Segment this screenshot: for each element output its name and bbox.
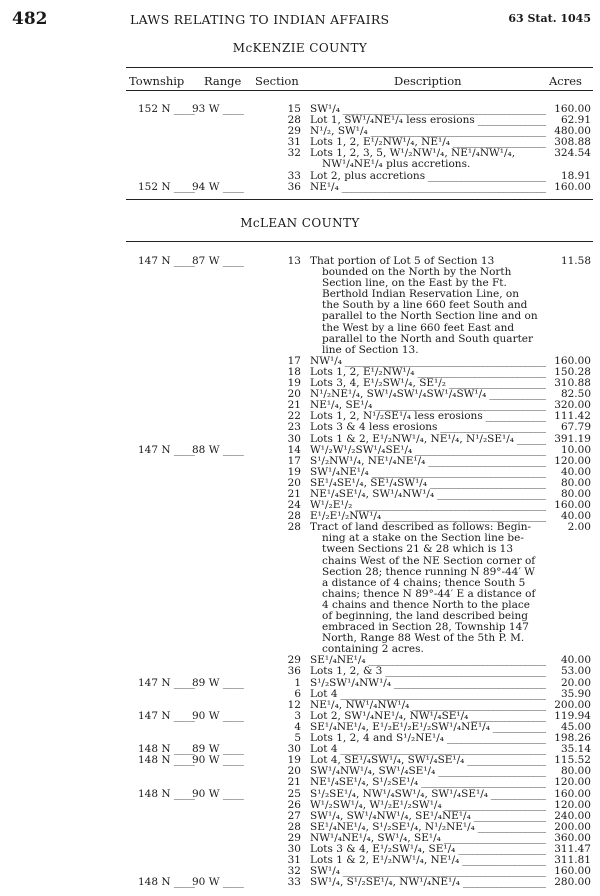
description-continuation: a distance of 4 chains; thence South 5 bbox=[322, 576, 526, 589]
description-cell: Lot 4 _____ bbox=[310, 689, 546, 700]
description-cell: NW¹/₄NE¹/₄, SW¹/₄, SE¹/₄ _____ bbox=[310, 833, 546, 844]
section-cell: 19 bbox=[287, 377, 301, 390]
acres-cell: 2.00 bbox=[567, 521, 591, 534]
description-cell: SW¹/₄NW¹/₄, SW¹/₄SE¹/₄ _____ bbox=[310, 766, 546, 777]
section-cell: 19 bbox=[287, 754, 301, 767]
table-row bbox=[0, 159, 600, 170]
header-bottom-rule bbox=[126, 90, 593, 91]
description-cell: Lots 3 & 4 less erosions _____ bbox=[310, 422, 546, 433]
section-cell: 23 bbox=[287, 421, 301, 434]
acres-cell: 82.50 bbox=[560, 388, 591, 401]
acres-cell: 40.00 bbox=[560, 654, 591, 667]
column-header-township: Township bbox=[129, 74, 185, 88]
section-cell: 4 bbox=[294, 720, 301, 733]
section-cell: 29 bbox=[287, 125, 301, 138]
range-cell: 89 W ____ bbox=[192, 676, 244, 689]
description-continuation: ning at a stake on the Section line be- bbox=[322, 532, 524, 545]
section-cell: 29 bbox=[287, 654, 301, 667]
table-row bbox=[0, 434, 600, 445]
description-continuation: of beginning, the land described being bbox=[322, 610, 528, 622]
section-cell: 19 bbox=[287, 465, 301, 478]
description-continuation: embraced in Section 28, Township 147 bbox=[322, 621, 529, 634]
acres-cell: 160.00 bbox=[554, 499, 591, 512]
description-cell: W¹/₂W¹/₂SW¹/₄SE¹/₄ _____ bbox=[310, 445, 546, 456]
township-cell: 147 N ____ bbox=[138, 676, 195, 689]
section-cell: 32 bbox=[287, 865, 301, 878]
section-cell: 17 bbox=[287, 454, 301, 467]
section-cell: 17 bbox=[287, 354, 301, 367]
table-row bbox=[0, 171, 600, 182]
township-cell: 148 N ____ bbox=[138, 743, 195, 756]
description-continuation: NW¹/₄NE¹/₄ plus accretions. bbox=[322, 158, 471, 171]
acres-cell: 20.00 bbox=[560, 676, 591, 689]
acres-cell: 67.79 bbox=[560, 421, 591, 434]
section-cell: 25 bbox=[287, 787, 301, 800]
table-row bbox=[0, 182, 600, 193]
acres-cell: 280.00 bbox=[554, 876, 591, 889]
section-cell: 24 bbox=[287, 499, 301, 512]
township-cell: 148 N ____ bbox=[138, 754, 195, 767]
table-row bbox=[0, 666, 600, 677]
acres-cell: 40.00 bbox=[560, 510, 591, 523]
mckenzie-end-rule bbox=[126, 199, 593, 200]
section-cell: 28 bbox=[287, 820, 301, 833]
acres-cell: 320.00 bbox=[554, 399, 591, 412]
description-cell: W¹/₂SW¹/₄, W¹/₂E¹/₂SW¹/₄ _____ bbox=[310, 800, 546, 811]
description-continuation: parallel to the North and South quarter bbox=[322, 332, 534, 345]
section-cell: 20 bbox=[287, 765, 301, 778]
description-cell: Lots 1, 2, 4 and S¹/₂NE¹/₄ _____ bbox=[310, 733, 546, 744]
acres-cell: 160.00 bbox=[554, 354, 591, 367]
acres-cell: 62.91 bbox=[560, 114, 591, 127]
description-continuation: North, Range 88 West of the 5th P. M. bbox=[322, 632, 525, 645]
running-title: LAWS RELATING TO INDIAN AFFAIRS bbox=[130, 12, 390, 27]
description-continuation: tween Sections 21 & 28 which is 13 bbox=[322, 543, 514, 556]
description-continuation: parallel to the North Section line and on bbox=[322, 310, 538, 323]
acres-cell: 120.00 bbox=[554, 454, 591, 467]
description-cell: SW¹/₄NE¹/₄ _____ bbox=[310, 467, 546, 478]
section-cell: 30 bbox=[287, 842, 301, 855]
table-row bbox=[0, 789, 600, 800]
section-cell: 12 bbox=[287, 698, 301, 711]
description-cell: Lot 2, plus accretions _____ bbox=[310, 171, 546, 182]
description-cell: That portion of Lot 5 of Section 13 bbox=[310, 256, 495, 267]
description-continuation: Berthold Indian Reservation Line, on bbox=[322, 288, 520, 301]
mclean-top-rule bbox=[126, 241, 593, 242]
section-cell: 20 bbox=[287, 476, 301, 489]
section-cell: 5 bbox=[294, 732, 301, 745]
range-cell: 90 W ____ bbox=[192, 709, 244, 722]
section-cell: 36 bbox=[287, 180, 301, 193]
township-cell: 148 N ____ bbox=[138, 876, 195, 889]
table-row bbox=[0, 544, 600, 555]
table-row bbox=[0, 633, 600, 644]
acres-cell: 40.00 bbox=[560, 465, 591, 478]
mckenzie-county-heading: McKENZIE COUNTY bbox=[232, 41, 368, 55]
description-cell: Lots 3, 4, E¹/₂SW¹/₄, SE¹/₂ _____ bbox=[310, 378, 546, 389]
acres-cell: 324.54 bbox=[554, 147, 591, 160]
acres-cell: 360.00 bbox=[554, 831, 591, 844]
range-cell: 89 W ____ bbox=[192, 743, 244, 756]
acres-cell: 80.00 bbox=[560, 476, 591, 489]
acres-cell: 200.00 bbox=[554, 820, 591, 833]
acres-cell: 35.90 bbox=[560, 687, 591, 700]
township-cell: 147 N ____ bbox=[138, 255, 195, 267]
table-row bbox=[0, 678, 600, 689]
acres-cell: 119.94 bbox=[554, 709, 591, 722]
section-cell: 21 bbox=[287, 776, 301, 789]
acres-cell: 310.88 bbox=[554, 377, 591, 390]
description-cell: SE¹/₄NE¹/₄, S¹/₂SE¹/₄, N¹/₂NE¹/₄ _____ bbox=[310, 822, 546, 833]
section-cell: 33 bbox=[287, 876, 301, 889]
table-row bbox=[0, 148, 600, 159]
acres-cell: 150.28 bbox=[554, 365, 591, 378]
section-cell: 13 bbox=[287, 255, 301, 267]
section-cell: 30 bbox=[287, 432, 301, 445]
acres-cell: 160.00 bbox=[554, 865, 591, 878]
description-cell: Lots 1, 2, N¹/₂SE¹/₄ less erosions _____ bbox=[310, 411, 546, 422]
acres-cell: 198.26 bbox=[554, 732, 591, 745]
description-cell: NW¹/₄ _____ bbox=[310, 356, 546, 367]
description-cell: S¹/₂SE¹/₄, NW¹/₄SW¹/₄, SW¹/₄SE¹/₄ _____ bbox=[310, 789, 546, 800]
description-cell: N¹/₂NE¹/₄, SW¹/₄SW¹/₄SW¹/₄SW¹/₄ _____ bbox=[310, 389, 546, 400]
description-cell: W¹/₂E¹/₂ _____ bbox=[310, 500, 546, 511]
section-cell: 15 bbox=[287, 103, 301, 115]
acres-cell: 111.42 bbox=[554, 410, 591, 423]
table-row bbox=[0, 311, 600, 322]
section-cell: 27 bbox=[287, 809, 301, 822]
description-cell: Lots 1 & 2, E¹/₂NW¹/₄, NE¹/₄, N¹/₂SE¹/₄ _____ bbox=[310, 434, 546, 445]
acres-cell: 311.47 bbox=[554, 842, 591, 855]
description-continuation: bounded on the North by the North bbox=[322, 266, 512, 279]
description-continuation: the South by a line 660 feet South and bbox=[322, 299, 528, 312]
mclean-county-heading: McLEAN COUNTY bbox=[240, 216, 360, 230]
mclean-rows bbox=[0, 256, 600, 888]
section-cell: 36 bbox=[287, 665, 301, 678]
description-continuation: Section line, on the East by the Ft. bbox=[322, 277, 507, 290]
description-cell: Lots 1, 2, & 3 _____ bbox=[310, 666, 546, 677]
section-cell: 28 bbox=[287, 521, 301, 534]
table-row bbox=[0, 777, 600, 788]
column-header-section: Section bbox=[255, 74, 299, 88]
township-cell: 148 N ____ bbox=[138, 787, 195, 800]
column-header-acres: Acres bbox=[549, 74, 582, 88]
description-cell: NE¹/₄SE¹/₄, SW¹/₄NW¹/₄ _____ bbox=[310, 489, 546, 500]
section-cell: 6 bbox=[294, 687, 301, 700]
section-cell: 33 bbox=[287, 169, 301, 182]
acres-cell: 18.91 bbox=[560, 169, 591, 182]
acres-cell: 80.00 bbox=[560, 765, 591, 778]
range-cell: 93 W ____ bbox=[192, 103, 244, 115]
section-cell: 18 bbox=[287, 365, 301, 378]
table-row bbox=[0, 877, 600, 888]
acres-cell: 160.00 bbox=[554, 180, 591, 193]
description-cell: NE¹/₄, NW¹/₄NW¹/₄ _____ bbox=[310, 700, 546, 711]
description-cell: Lot 4 _____ bbox=[310, 744, 546, 755]
description-cell: Lots 1, 2, E¹/₂NW¹/₄, NE¹/₄ _____ bbox=[310, 137, 546, 148]
section-cell: 31 bbox=[287, 854, 301, 867]
description-cell: Lots 3 & 4, E¹/₂SW¹/₄, SE¹/₄ _____ bbox=[310, 844, 546, 855]
section-cell: 1 bbox=[294, 676, 301, 689]
township-cell: 152 N ____ bbox=[138, 180, 195, 193]
description-cell: SW¹/₄ _____ bbox=[310, 104, 546, 115]
description-cell: Lots 1, 2, 3, 5, W¹/₂NW¹/₄, NE¹/₄NW¹/₄, bbox=[310, 148, 516, 160]
acres-cell: 240.00 bbox=[554, 809, 591, 822]
mckenzie-rows bbox=[0, 104, 600, 193]
range-cell: 88 W ____ bbox=[192, 443, 244, 456]
description-cell: NE¹/₄, SE¹/₄ _____ bbox=[310, 400, 546, 411]
acres-cell: 115.52 bbox=[554, 754, 591, 767]
table-top-rule bbox=[126, 67, 593, 68]
description-continuation: 4 chains and thence North to the place bbox=[322, 598, 530, 611]
description-cell: SW¹/₄, S¹/₂SE¹/₄, NW¹/₄NE¹/₄ _____ bbox=[310, 877, 546, 888]
range-cell: 94 W ____ bbox=[192, 180, 244, 193]
acres-cell: 308.88 bbox=[554, 136, 591, 149]
acres-cell: 200.00 bbox=[554, 698, 591, 711]
column-header-range: Range bbox=[204, 74, 242, 88]
acres-cell: 53.00 bbox=[560, 665, 591, 678]
description-cell: Lots 1, 2, E¹/₂NW¹/₄ _____ bbox=[310, 367, 546, 378]
section-cell: 28 bbox=[287, 510, 301, 523]
acres-cell: 120.00 bbox=[554, 776, 591, 789]
section-cell: 26 bbox=[287, 798, 301, 811]
description-cell: Lot 2, SW¹/₄NE¹/₄, NW¹/₄SE¹/₄ _____ bbox=[310, 711, 546, 722]
description-cell: NE¹/₄SE¹/₄, S¹/₂SE¹/₄ _____ bbox=[310, 777, 546, 788]
description-cell: SE¹/₄SE¹/₄, SE¹/₄SW¹/₄ _____ bbox=[310, 478, 546, 489]
description-continuation: chains; thence N 89°-44′ E a distance of bbox=[322, 587, 536, 600]
description-cell: Lot 1, SW¹/₄NE¹/₄ less erosions _____ bbox=[310, 115, 546, 126]
acres-cell: 160.00 bbox=[554, 103, 591, 115]
township-cell: 147 N ____ bbox=[138, 709, 195, 722]
section-cell: 30 bbox=[287, 743, 301, 756]
description-cell: S¹/₂SW¹/₄NW¹/₄ _____ bbox=[310, 678, 546, 689]
acres-cell: 480.00 bbox=[554, 125, 591, 138]
township-cell: 152 N ____ bbox=[138, 103, 195, 115]
acres-cell: 10.00 bbox=[560, 443, 591, 456]
description-cell: SE¹/₄NE¹/₄, E¹/₂E¹/₂E¹/₂SW¹/₄NE¹/₄ _____ bbox=[310, 722, 546, 733]
acres-cell: 120.00 bbox=[554, 798, 591, 811]
description-cell: Lot 4, SE¹/₄SW¹/₄, SW¹/₄SE¹/₄ _____ bbox=[310, 755, 546, 766]
range-cell: 90 W ____ bbox=[192, 876, 244, 889]
township-cell: 147 N ____ bbox=[138, 443, 195, 456]
description-cell: NE¹/₄ _____ bbox=[310, 182, 546, 193]
section-cell: 21 bbox=[287, 399, 301, 412]
section-cell: 31 bbox=[287, 136, 301, 149]
description-cell: Tract of land described as follows: Begin- bbox=[310, 522, 532, 534]
acres-cell: 311.81 bbox=[554, 854, 591, 867]
section-cell: 28 bbox=[287, 114, 301, 127]
acres-cell: 160.00 bbox=[554, 787, 591, 800]
table-row bbox=[0, 422, 600, 433]
description-cell: Lots 1 & 2, E¹/₂NW¹/₄, NE¹/₄ _____ bbox=[310, 855, 546, 866]
description-continuation: the West by a line 660 feet East and bbox=[322, 321, 515, 334]
description-cell: SE¹/₄NE¹/₄ _____ bbox=[310, 655, 546, 666]
section-cell: 3 bbox=[294, 709, 301, 722]
section-cell: 20 bbox=[287, 388, 301, 401]
description-cell: E¹/₂E¹/₂NW¹/₄ _____ bbox=[310, 511, 546, 522]
range-cell: 90 W ____ bbox=[192, 787, 244, 800]
column-header-description: Description bbox=[394, 74, 462, 88]
table-row bbox=[0, 556, 600, 567]
section-cell: 29 bbox=[287, 831, 301, 844]
statute-reference: 63 Stat. 1045 bbox=[508, 12, 591, 25]
description-cell: SW¹/₄ _____ bbox=[310, 866, 546, 877]
page-number: 482 bbox=[12, 9, 48, 29]
acres-cell: 391.19 bbox=[554, 432, 591, 445]
section-cell: 14 bbox=[287, 443, 301, 456]
range-cell: 90 W ____ bbox=[192, 754, 244, 767]
description-continuation: Section 28; thence running N 89°-44′ W bbox=[322, 565, 535, 578]
acres-cell: 80.00 bbox=[560, 487, 591, 500]
table-row bbox=[0, 323, 600, 334]
range-cell: 87 W ____ bbox=[192, 255, 244, 267]
description-cell: SW¹/₄, SW¹/₄NW¹/₄, SE¹/₄NE¹/₄ _____ bbox=[310, 811, 546, 822]
description-cell: N¹/₂, SW¹/₄ _____ bbox=[310, 126, 546, 137]
acres-cell: 11.58 bbox=[560, 255, 591, 267]
description-continuation: containing 2 acres. bbox=[322, 643, 424, 656]
section-cell: 22 bbox=[287, 410, 301, 423]
section-cell: 32 bbox=[287, 147, 301, 160]
table-row bbox=[0, 334, 600, 345]
acres-cell: 35.14 bbox=[560, 743, 591, 756]
description-continuation: chains West of the NE Section corner of bbox=[322, 554, 536, 567]
section-cell: 21 bbox=[287, 487, 301, 500]
description-continuation: line of Section 13. bbox=[322, 343, 419, 356]
table-row bbox=[0, 267, 600, 278]
description-cell: S¹/₂NW¹/₄, NE¹/₄NE¹/₄ _____ bbox=[310, 456, 546, 467]
acres-cell: 45.00 bbox=[560, 720, 591, 733]
